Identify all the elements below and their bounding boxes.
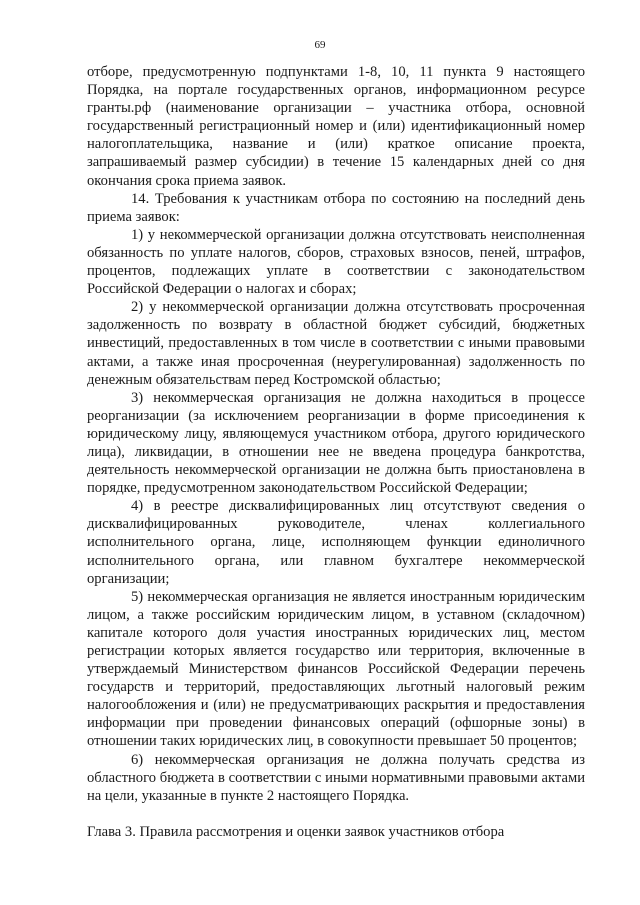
paragraph-subitem-3: 3) некоммерческая организация не должна находиться в процессе реорганизации (за исключением реорганизации в форме присоединения к юридическому лицу, являющемуся участником отбора, другого юридического лица), ликвидации, в отношении нее не введена процедура банкротства, деятельность некоммерческой организации не должна быть приостановлена в порядке, предусмотренном законодательством Российской Федерации; <box>87 389 585 497</box>
page-number: 69 <box>314 39 326 51</box>
paragraph-subitem-5: 5) некоммерческая организация не является иностранным юридическим лицом, а также российским юридическим лицом, в уставном (складочном) капитале которого доля участия иностранных юридических лиц, местом регистрации которых является государство или территория, включенные в утверждаемый Министерством финансов Российской Федерации перечень государств и территорий, предоставляющих льготный налоговый режим налогообложения и (или) не предусматривающих раскрытия и предоставления информации при проведении финансовых операций (офшорные зоны) в отношении таких юридических лиц, в совокупности превышает 50 процентов; <box>87 588 585 750</box>
paragraph-subitem-6: 6) некоммерческая организация не должна получать средства из областного бюджета в соответствии с иными нормативными правовыми актами на цели, указанные в пункте 2 настоящего Порядка. <box>87 751 585 804</box>
chapter-heading: Глава 3. Правила рассмотрения и оценки заявок участников отбора <box>87 823 505 840</box>
paragraph-continuation: отборе, предусмотренную подпунктами 1-8, 10, 11 пункта 9 настоящего Порядка, на портале государственных органов, информационном ресурсе гранты.рф (наименование организации – участника отбора, основной государственный регистрационный номер и (или) идентификационный номер налогоплательщика, название и (или) краткое описание проекта, запрашиваемый размер субсидии) в течение 15 календарных дней со дня окончания срока приема заявок. <box>87 64 585 189</box>
document-body <box>87 63 585 841</box>
paragraph-subitem-4: 4) в реестре дисквалифицированных лиц отсутствуют сведения о дисквалифицированных руководителе, членах коллегиального исполнительного органа, лице, исполняющем функции единоличного исполнительного органа, или главном бухгалтере некоммерческой организации; <box>87 498 585 587</box>
paragraph-item-14: 14. Требования к участникам отбора по состоянию на последний день приема заявок: <box>87 190 585 225</box>
paragraph-subitem-1: 1) у некоммерческой организации должна отсутствовать неисполненная обязанность по уплате налогов, сборов, страховых взносов, пеней, штрафов, процентов, подлежащих уплате в соответствии с законодательством Российской Федерации о налогах и сборах; <box>87 226 585 298</box>
paragraph-subitem-2: 2) у некоммерческой организации должна отсутствовать просроченная задолженность по возврату в областной бюджет субсидий, бюджетных инвестиций, предоставленных в том числе в соответствии с иными правовыми актами, а также иная просроченная (неурегулированная) задолженность по денежным обязательствам перед Костромской областью; <box>87 299 585 388</box>
